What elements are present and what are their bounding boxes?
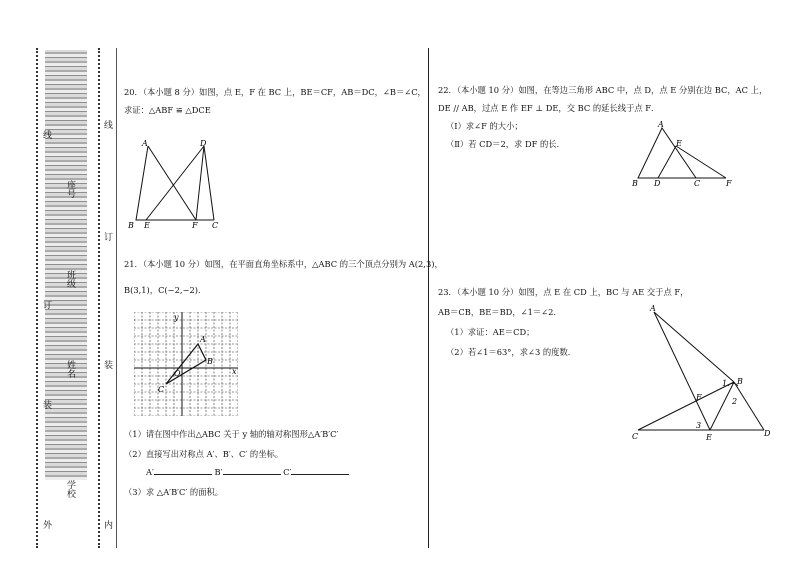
q20-figure bbox=[124, 136, 224, 232]
triangle-ABC bbox=[166, 344, 206, 384]
q20-label-D: D bbox=[200, 139, 207, 148]
q22-figure bbox=[628, 118, 738, 198]
binding-mark: 线 bbox=[41, 130, 51, 139]
q22-part1: （Ⅰ）求∠F 的大小； bbox=[446, 121, 523, 131]
q21-label-c-prime: C′ bbox=[283, 467, 292, 477]
q21-label-x: x bbox=[232, 367, 237, 376]
binding-mark: 装 bbox=[41, 400, 51, 409]
q21-label-y: y bbox=[174, 313, 179, 322]
q23-stem-line2: AB＝CB，BE＝BD，∠1＝∠2． bbox=[438, 307, 562, 317]
q22-label-D: D bbox=[654, 179, 661, 188]
q20-label-E: E bbox=[144, 221, 150, 230]
q21-part1: （1）请在图中作出△ABC 关于 y 轴的轴对称图形△A′B′C′ bbox=[124, 429, 339, 439]
q21-label-A: A bbox=[200, 335, 206, 344]
q22-stem-line2: DE // AB，过点 E 作 EF ⊥ DE，交 BC 的延长线于点 F． bbox=[438, 103, 660, 113]
coordinate-grid bbox=[134, 312, 238, 416]
q23-angle-2: 2 bbox=[732, 397, 738, 406]
q22-label-F: F bbox=[726, 179, 732, 188]
sidebar-label-class: 班级 bbox=[65, 270, 75, 288]
q20-label-A: A bbox=[142, 139, 148, 148]
q23-stem-line1: 23．（本小题 10 分）如图，点 E 在 CD 上，BC 与 AE 交于点 F， bbox=[438, 287, 689, 297]
answer-blank-c bbox=[291, 466, 349, 475]
q22-part2: （Ⅱ）若 CD＝2，求 DF 的长． bbox=[446, 139, 565, 149]
q21-label-C: C bbox=[158, 385, 165, 394]
sidebar-label-name: 姓名 bbox=[65, 360, 75, 378]
binding-mark: 外 bbox=[41, 520, 51, 529]
q23-angle-1: 1 bbox=[722, 379, 728, 388]
q20-label-C: C bbox=[212, 221, 219, 230]
q21-stem-line1: 21．（本小题 10 分）如图，在平面直角坐标系中，△ABC 的三个顶点分别为 A(2,3)， bbox=[124, 259, 443, 269]
sidebar-label-seat: 座号 bbox=[65, 180, 75, 198]
binding-mark: 线 bbox=[102, 120, 112, 129]
binding-mark: 装 bbox=[102, 360, 112, 369]
q22-label-B: B bbox=[632, 179, 638, 188]
binding-mark: 订 bbox=[102, 232, 112, 241]
binding-strip-scan bbox=[45, 50, 87, 480]
q21-part3: （3）求 △A′B′C′ 的面积。 bbox=[124, 487, 224, 497]
q21-label-B: B bbox=[207, 357, 213, 366]
answer-blank-a bbox=[154, 466, 212, 475]
q20-label-B: B bbox=[128, 221, 134, 230]
column-divider bbox=[428, 48, 429, 548]
q23-label-C: C bbox=[632, 432, 639, 441]
q21-label-b-prime: B′ bbox=[214, 467, 223, 477]
page-left-edge bbox=[116, 48, 117, 548]
binding-mark: 订 bbox=[41, 300, 51, 309]
q23-label-A: A bbox=[650, 304, 656, 313]
answer-blank-b bbox=[223, 466, 281, 475]
q23-label-D: D bbox=[764, 429, 771, 438]
q21-grid-figure bbox=[134, 312, 238, 416]
q23-label-B: B bbox=[737, 377, 743, 386]
q22-label-C: C bbox=[694, 179, 701, 188]
binding-mark: 内 bbox=[102, 520, 112, 529]
q21-stem-line2: B(3,1)，C(−2,−2)． bbox=[124, 285, 207, 295]
q22-stem-line1: 22．（本小题 10 分）如图，在等边三角形 ABC 中，点 D，点 E 分别在边 BC，AC 上， bbox=[438, 85, 768, 95]
q23-figure bbox=[626, 300, 776, 446]
q23-label-E: E bbox=[706, 433, 712, 442]
q22-label-A: A bbox=[658, 120, 664, 129]
binding-dotted-line-outer bbox=[36, 48, 40, 548]
q23-part1: （1）求证：AE＝CD； bbox=[446, 327, 535, 337]
q21-answer-line bbox=[146, 466, 349, 478]
q21-label-a-prime: A′ bbox=[146, 467, 154, 477]
q20-stem-line1: 20．（本小题 8 分）如图，点 E，F 在 BC 上，BE＝CF，AB＝DC，∠B＝∠C， bbox=[124, 87, 426, 97]
sidebar-label-school: 学校 bbox=[65, 480, 75, 498]
q20-stem-line2: 求证：△ABF ≌ △DCE bbox=[124, 105, 211, 115]
q20-label-F: F bbox=[192, 221, 198, 230]
q23-label-F: F bbox=[696, 393, 702, 402]
q21-label-O: O bbox=[174, 369, 181, 378]
q21-part2: （2）直接写出对称点 A′、B′、C′ 的坐标。 bbox=[124, 449, 284, 459]
q23-part2: （2）若∠1＝63°，求∠3 的度数． bbox=[446, 347, 577, 357]
q23-angle-3: 3 bbox=[696, 421, 702, 430]
q22-label-E: E bbox=[676, 139, 682, 148]
